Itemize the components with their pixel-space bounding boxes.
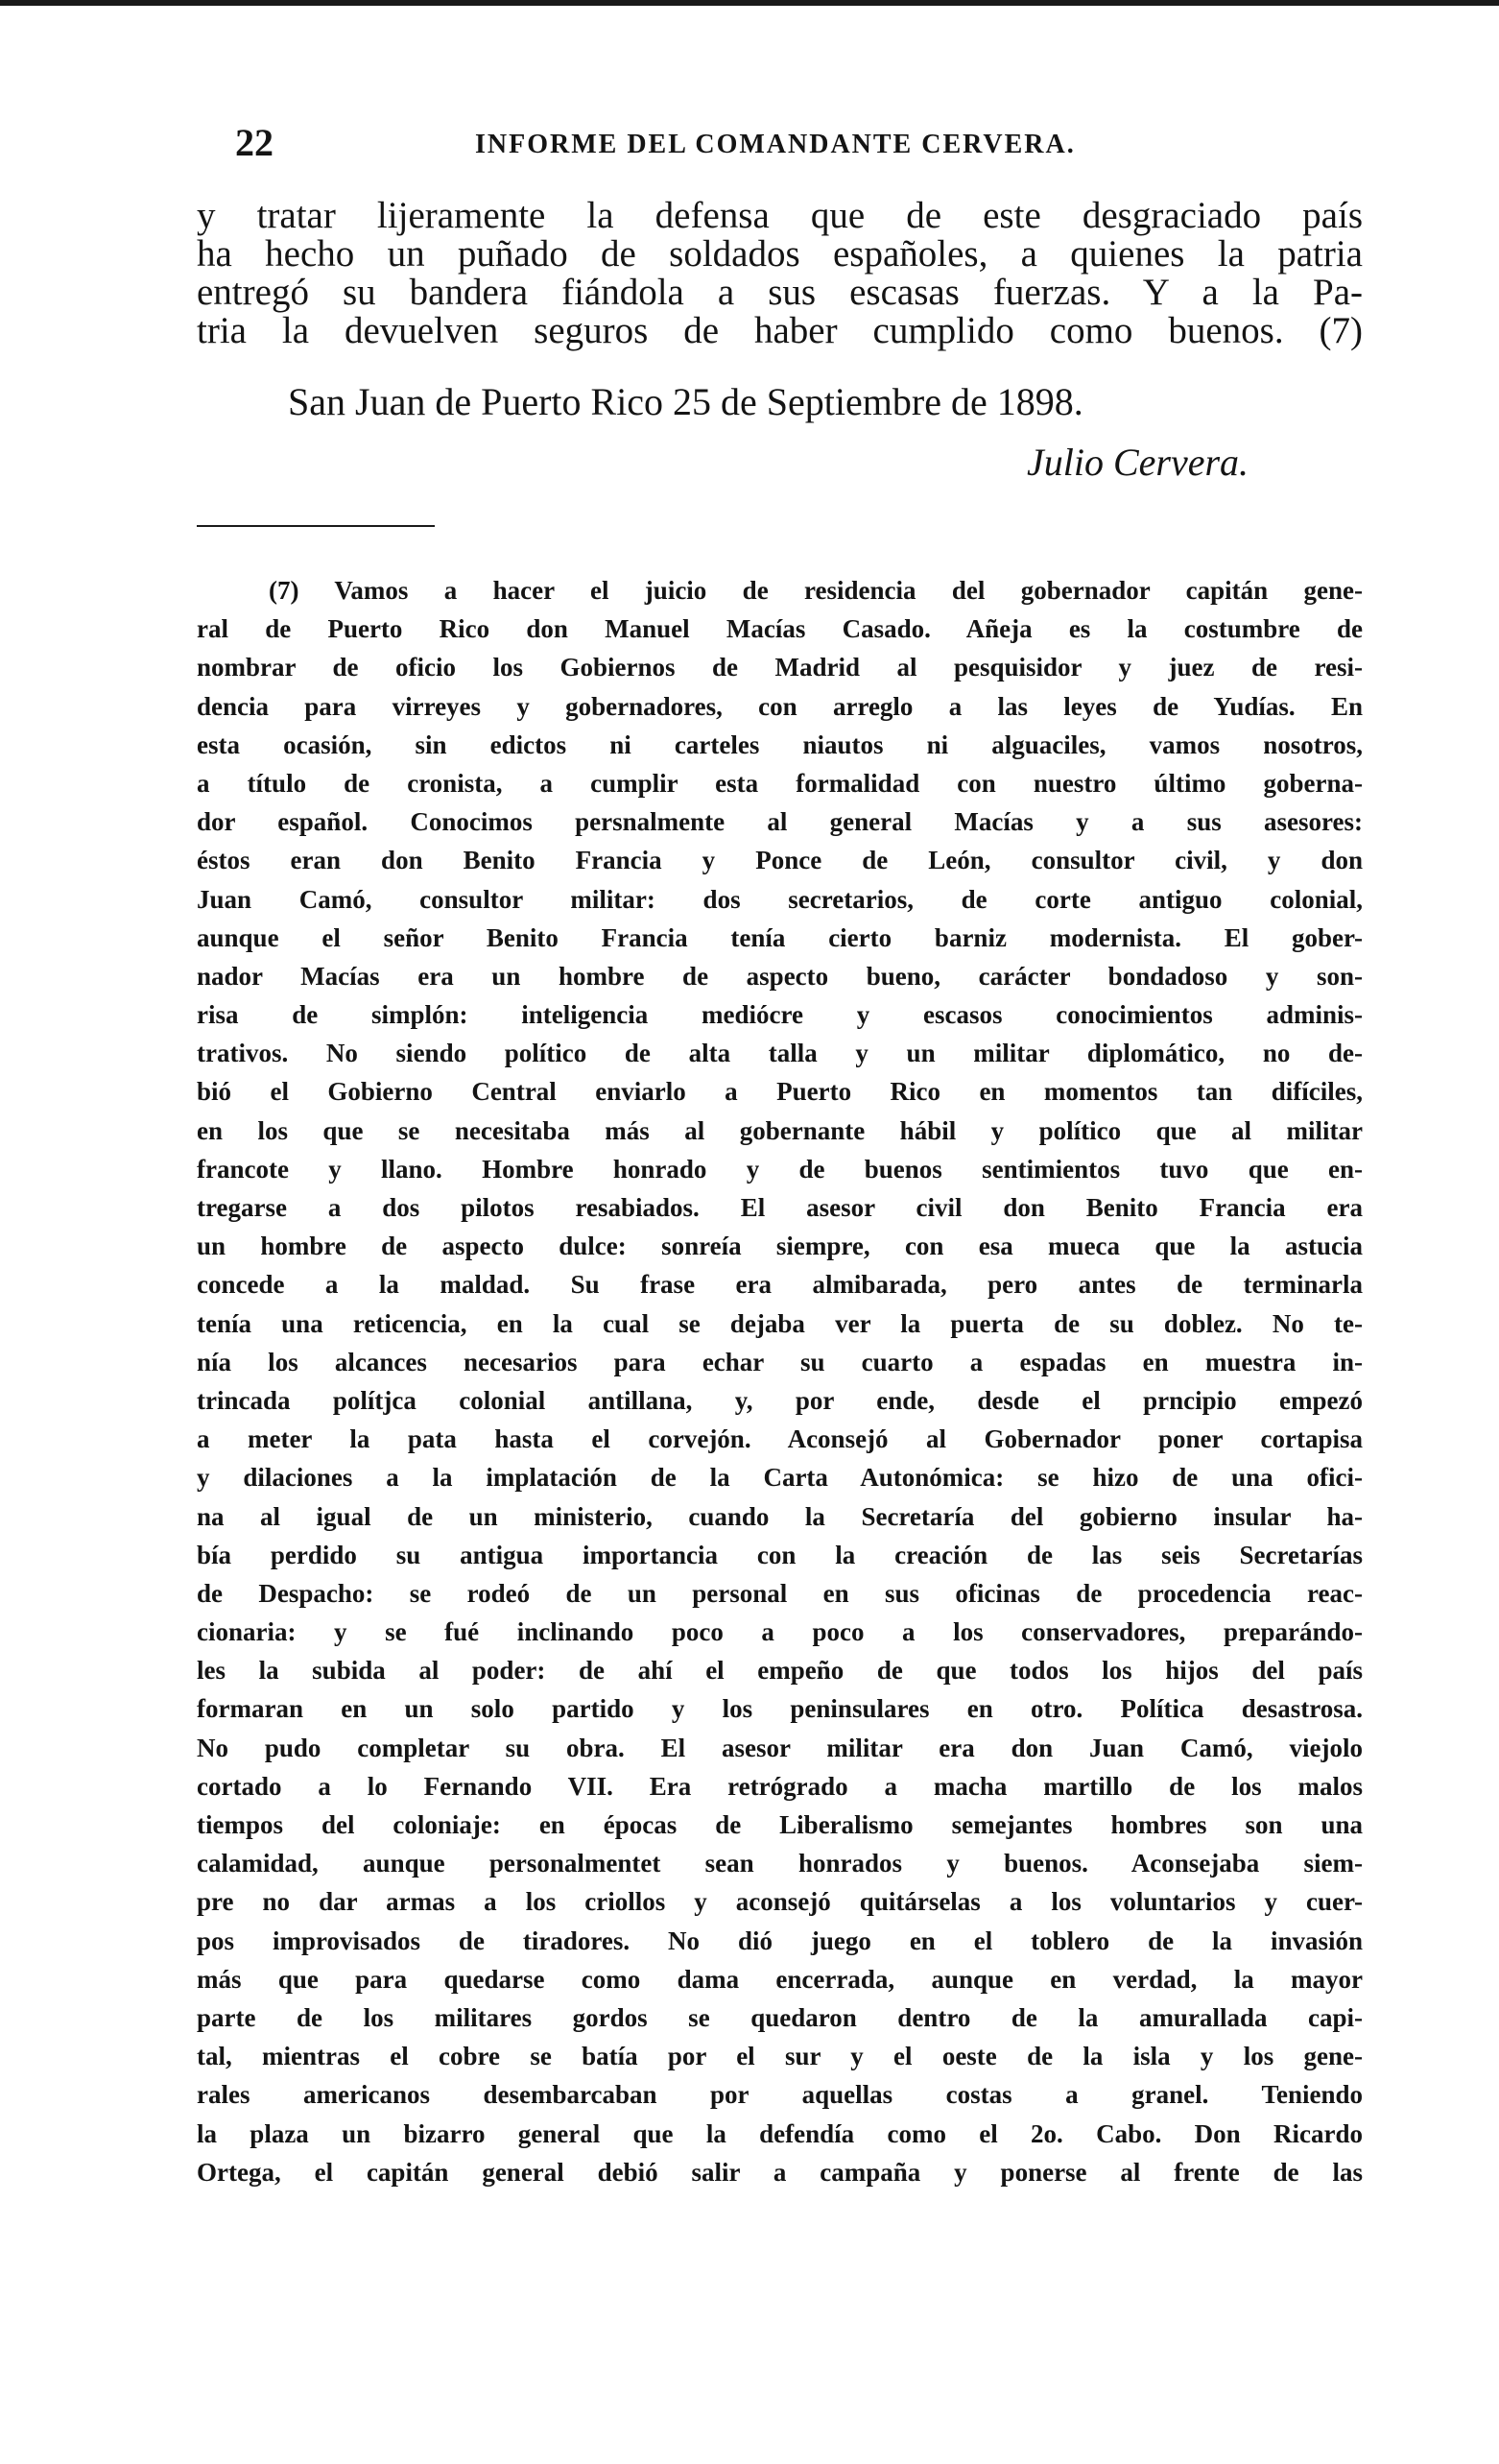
page-number: 22 bbox=[235, 121, 274, 164]
main-text bbox=[197, 197, 1363, 350]
footnote-line: tal, mientras el cobre se batía por el sur y el oeste de la isla y los gene- bbox=[197, 2042, 1363, 2071]
footnote-line: No pudo completar su obra. El asesor militar era don Juan Camó, viejolo bbox=[197, 1733, 1363, 1762]
footnote-line: de Despacho: se rodeó de un personal en sus oficinas de procedencia reac- bbox=[197, 1578, 1363, 1608]
footnote-line: ral de Puerto Rico don Manuel Macías Casado. Añeja es la costumbre de bbox=[197, 614, 1363, 644]
main-text-line: y tratar lijeramente la defensa que de este desgraciado país bbox=[197, 195, 1363, 236]
footnote-line: aunque el señor Benito Francia tenía cierto barniz modernista. El gober- bbox=[197, 922, 1363, 952]
footnote-line: nador Macías era un hombre de aspecto bueno, carácter bondadoso y son- bbox=[197, 961, 1363, 991]
footnote-line: rales americanos desembarcaban por aquellas costas a granel. Teniendo bbox=[197, 2080, 1363, 2110]
footnote-line: cionaria: y se fué inclinando poco a poco a los conservadores, preparándo- bbox=[197, 1617, 1363, 1647]
footnote-line: nombrar de oficio los Gobiernos de Madrid al pesquisidor y juez de resi- bbox=[197, 653, 1363, 682]
footnote-line: nía los alcances necesarios para echar su cuarto a espadas en muestra in- bbox=[197, 1347, 1363, 1376]
footnote-line: cortado a lo Fernando VII. Era retrógrado a macha martillo de los malos bbox=[197, 1771, 1363, 1801]
footnote-line: francote y llano. Hombre honrado y de buenos sentimientos tuvo que en- bbox=[197, 1154, 1363, 1184]
footnote-line: tiempos del coloniaje: en épocas de Liberalismo semejantes hombres son una bbox=[197, 1810, 1363, 1839]
running-head bbox=[235, 120, 1195, 166]
signature: Julio Cervera. bbox=[1027, 441, 1249, 484]
footnote-line: Juan Camó, consultor militar: dos secretarios, de corte antiguo colonial, bbox=[197, 884, 1363, 914]
footnote-line: tregarse a dos pilotos resabiados. El asesor civil don Benito Francia era bbox=[197, 1193, 1363, 1222]
footnote-line: bió el Gobierno Central enviarlo a Puerto Rico en momentos tan difíciles, bbox=[197, 1077, 1363, 1107]
footnote-line: más que para quedarse como dama encerrada, aunque en verdad, la mayor bbox=[197, 1964, 1363, 1994]
footnote-line: un hombre de aspecto dulce: sonreía siempre, con esa mueca que la astucia bbox=[197, 1232, 1363, 1261]
footnote-rule bbox=[197, 525, 435, 527]
footnote-line: (7) Vamos a hacer el juicio de residencia del gobernador capitán gene- bbox=[269, 576, 1363, 605]
footnote bbox=[197, 571, 1363, 2191]
footnote-line: éstos eran don Benito Francia y Ponce de León, consultor civil, y don bbox=[197, 846, 1363, 875]
footnote-line: tenía una reticencia, en la cual se dejaba ver la puerta de su doblez. No te- bbox=[197, 1308, 1363, 1338]
main-text-line: ha hecho un puñado de soldados españoles, a quienes la patria bbox=[197, 233, 1363, 275]
running-head-title: INFORME DEL COMANDANTE CERVERA. bbox=[475, 130, 1076, 159]
footnote-line: parte de los militares gordos se quedaron dentro de la amurallada capi- bbox=[197, 2002, 1363, 2032]
footnote-line: esta ocasión, sin edictos ni carteles niautos ni alguaciles, vamos nosotros, bbox=[197, 730, 1363, 759]
footnote-line: pos improvisados de tiradores. No dió juego en el toblero de la invasión bbox=[197, 1926, 1363, 1955]
footnote-line: trativos. No siendo político de alta talla y un militar diplomático, no de- bbox=[197, 1039, 1363, 1068]
footnote-line: les la subida al poder: de ahí el empeño de que todos los hijos del país bbox=[197, 1656, 1363, 1686]
footnote-line: la plaza un bizarro general que la defendía como el 2o. Cabo. Don Ricardo bbox=[197, 2118, 1363, 2148]
footnote-line: trincada polítjca colonial antillana, y, por ende, desde el prncipio empezó bbox=[197, 1385, 1363, 1415]
footnote-line: formaran en un solo partido y los peninsulares en otro. Política desastrosa. bbox=[197, 1694, 1363, 1724]
footnote-line: dencia para virreyes y gobernadores, con arreglo a las leyes de Yudías. En bbox=[197, 691, 1363, 721]
main-text-line: tria la devuelven seguros de haber cumplido como buenos. (7) bbox=[197, 310, 1363, 351]
footnote-line: na al igual de un ministerio, cuando la Secretaría del gobierno insular ha- bbox=[197, 1501, 1363, 1531]
dateline: San Juan de Puerto Rico 25 de Septiembre de 1898. bbox=[288, 380, 1083, 423]
main-text-line: entregó su bandera fiándola a sus escasas fuerzas. Y a la Pa- bbox=[197, 272, 1363, 313]
footnote-line: calamidad, aunque personalmentet sean honrados y buenos. Aconsejaba siem- bbox=[197, 1849, 1363, 1878]
footnote-line: a meter la pata hasta el corvejón. Aconsejó al Gobernador poner cortapisa bbox=[197, 1424, 1363, 1454]
footnote-line: Ortega, el capitán general debió salir a campaña y ponerse al frente de las bbox=[197, 2157, 1363, 2187]
footnote-line: bía perdido su antigua importancia con la creación de las seis Secretarías bbox=[197, 1540, 1363, 1569]
footnote-line: concede a la maldad. Su frase era almibarada, pero antes de terminarla bbox=[197, 1270, 1363, 1300]
footnote-line: a título de cronista, a cumplir esta formalidad con nuestro último goberna- bbox=[197, 768, 1363, 798]
top-edge-rule bbox=[0, 0, 1499, 6]
footnote-line: y dilaciones a la implatación de la Carta Autonómica: se hizo de una ofici- bbox=[197, 1463, 1363, 1493]
footnote-line: pre no dar armas a los criollos y aconsejó quitárselas a los voluntarios y cuer- bbox=[197, 1887, 1363, 1917]
footnote-line: en los que se necesitaba más al gobernante hábil y político que al militar bbox=[197, 1115, 1363, 1145]
footnote-line: risa de simplón: inteligencia mediócre y escasos conocimientos adminis- bbox=[197, 1000, 1363, 1030]
footnote-line: dor español. Conocimos persnalmente al general Macías y a sus asesores: bbox=[197, 807, 1363, 837]
